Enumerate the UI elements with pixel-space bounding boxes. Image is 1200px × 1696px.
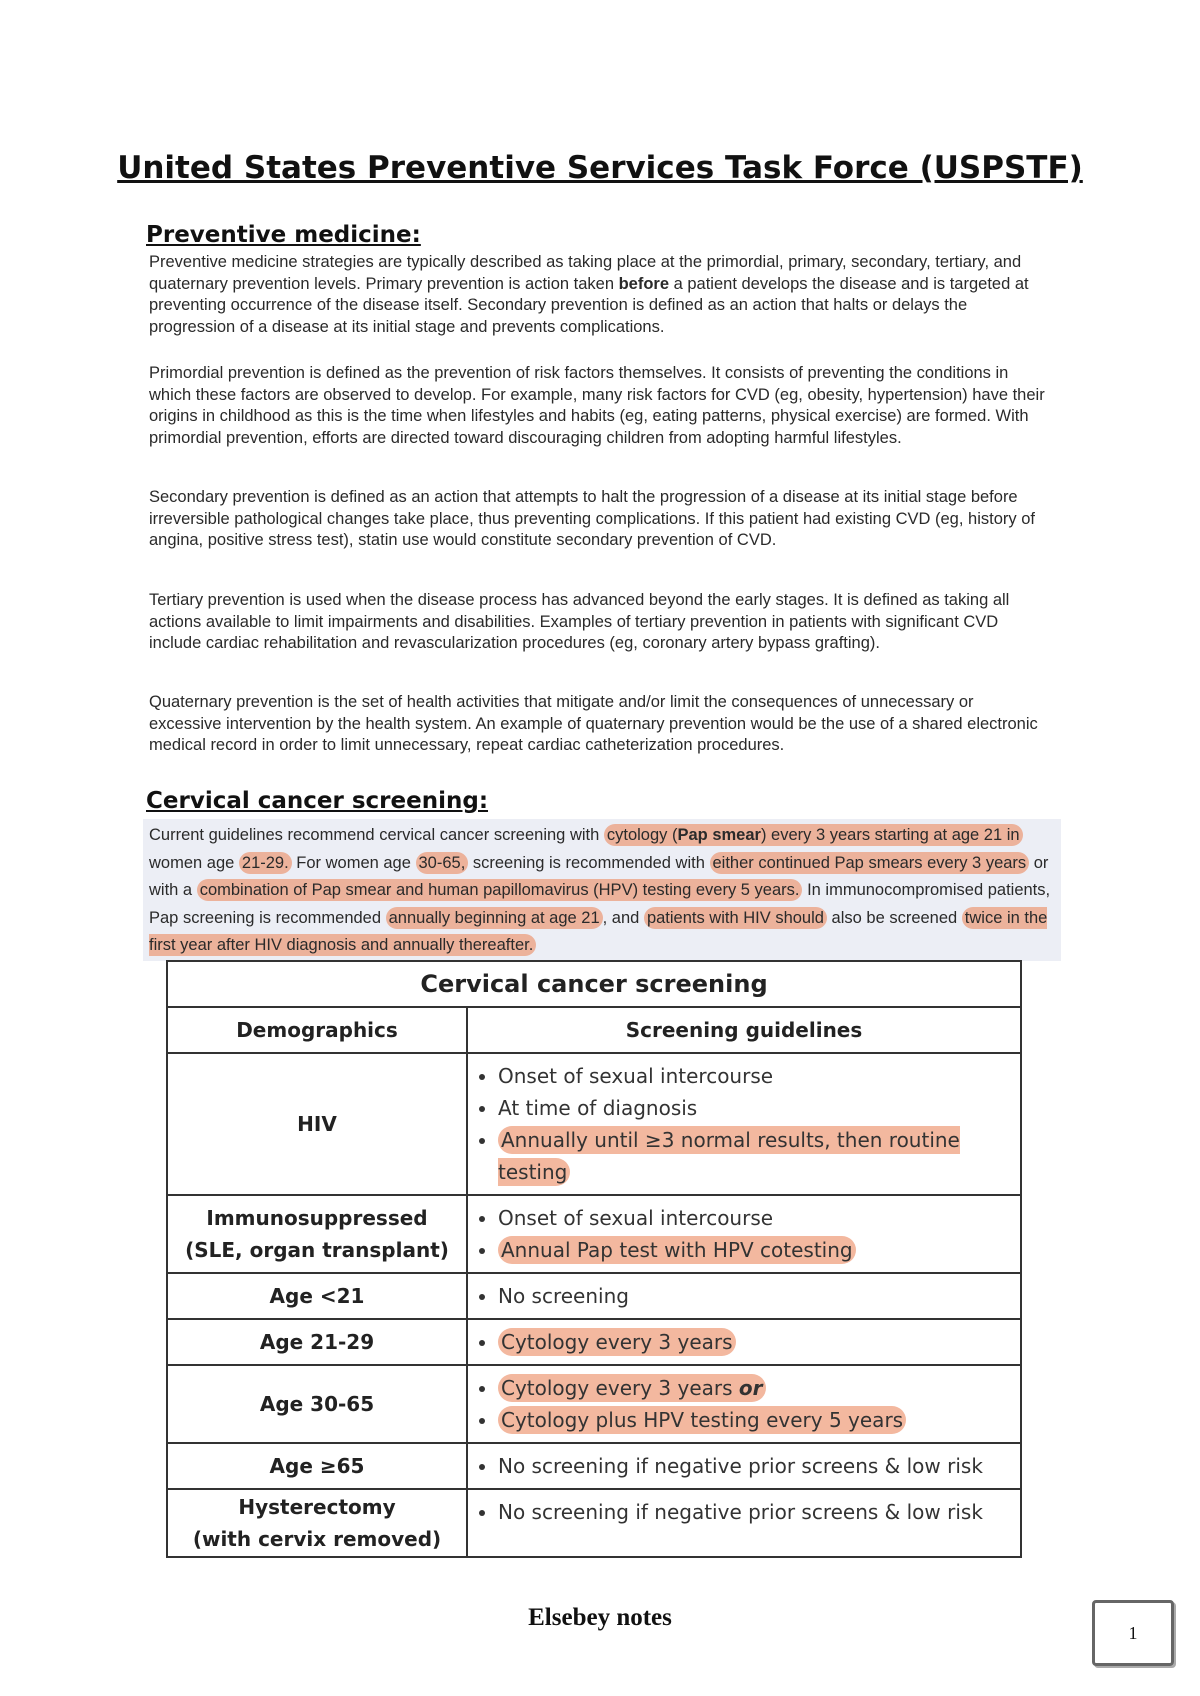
guideline-item: • Onset of sexual intercourse [498, 1202, 1020, 1234]
paragraph-tertiary: Tertiary prevention is used when the disease process has advanced beyond the early stages. It is defined as taking all actions available to limit impairments and disabilities. Examples of tertiary prevention in patients with significant CVD include cardiac rehabilitation and revascularization procedures (eg, coronary artery bypass grafting). [149, 591, 1010, 652]
demographic-cell: Immunosuppressed (SLE, organ transplant) [167, 1195, 467, 1273]
guideline-item: • At time of diagnosis [498, 1092, 1020, 1124]
guideline-item: • No screening if negative prior screens & low risk [498, 1496, 1020, 1528]
cervical-screening-table [166, 960, 1022, 1558]
table-row [167, 1489, 1021, 1557]
guideline-cell [467, 1365, 1021, 1443]
guideline-item [498, 1404, 1020, 1436]
guideline-item: • No screening if negative prior screens & low risk [498, 1450, 1020, 1482]
paragraph-secondary: Secondary prevention is defined as an action that attempts to halt the progression of a disease at its initial stage before irreversible pathological changes take place, thus preventing complications. If this patient had existing CVD (eg, history of angina, positive stress test), statin use would constitute secondary prevention of CVD. [149, 488, 1035, 549]
preventive-heading: Preventive medicine: [146, 222, 421, 248]
highlight: Annual Pap test with HPV cotesting [498, 1236, 856, 1264]
page-number: 1 [1092, 1600, 1174, 1666]
highlight: 30-65, [416, 852, 469, 874]
demographic-cell: HIV [167, 1053, 467, 1195]
highlight: combination of Pap smear and human papillomavirus (HPV) testing every 5 years. [197, 879, 803, 901]
demographic-cell: Age <21 [167, 1273, 467, 1319]
highlight: 21-29. [239, 852, 292, 874]
highlight: either continued Pap smears every 3 years [710, 852, 1030, 874]
page-title: United States Preventive Services Task Force (USPSTF) [117, 150, 1083, 186]
table-row [167, 1053, 1021, 1195]
column-header-demographics: Demographics [167, 1007, 467, 1053]
guideline-cell [467, 1319, 1021, 1365]
highlight: Annually until ≥3 normal results, then routine testing [498, 1128, 960, 1184]
table-row [167, 1365, 1021, 1443]
guideline-item [498, 1326, 1020, 1358]
guideline-item: • No screening [498, 1280, 1020, 1312]
demographic-cell: Age 30-65 [167, 1365, 467, 1443]
highlight: patients with HIV should [644, 907, 827, 929]
guideline-item [498, 1124, 1020, 1188]
table-row [167, 1273, 1021, 1319]
column-header-guidelines: Screening guidelines [467, 1007, 1021, 1053]
paragraph-quaternary: Quaternary prevention is the set of health activities that mitigate and/or limit the consequences of unnecessary or excessive intervention by the health system. An example of quaternary prevention would be the use of a shared electronic medical record in order to limit unnecessary, repeat cardiac catheterization procedures. [149, 693, 1038, 754]
guideline-cell [467, 1053, 1021, 1195]
guideline-cell [467, 1489, 1021, 1557]
highlight: cytology (Pap smear) every 3 years starting at age 21 in [604, 824, 1023, 846]
demographic-cell: Age ≥65 [167, 1443, 467, 1489]
demographic-cell: Hysterectomy (with cervix removed) [167, 1489, 467, 1557]
table-title: Cervical cancer screening [167, 961, 1021, 1007]
footer-note: Elsebey notes [528, 1604, 672, 1631]
table-row [167, 1195, 1021, 1273]
highlight: Cytology every 3 years or [498, 1374, 766, 1402]
guideline-cell [467, 1443, 1021, 1489]
table-row [167, 1319, 1021, 1365]
paragraph-primordial: Primordial prevention is defined as the prevention of risk factors themselves. It consists of preventing the conditions in which these factors are observed to develop. For example, many risk factors for CVD (eg, obesity, hypertension) have their origins in childhood as this is the time when lifestyles and habits (eg, eating patterns, physical exercise) are formed. With primordial prevention, efforts are directed toward discouraging children from adopting harmful lifestyles. [149, 364, 1045, 447]
highlight: Cytology every 3 years [498, 1328, 736, 1356]
guideline-cell [467, 1195, 1021, 1273]
guideline-item: • Onset of sexual intercourse [498, 1060, 1020, 1092]
paragraph-primary: Preventive medicine strategies are typically described as taking place at the primordial, primary, secondary, tertiary, and quaternary prevention levels. Primary prevention is action taken before a patient develops the disease and is targeted at preventing occurrence of the disease itself. Secondary prevention is defined as an action that halts or delays the progression of a disease at its initial stage and prevents complications. [149, 253, 1029, 336]
table-row [167, 1443, 1021, 1489]
highlight: annually beginning at age 21 [386, 907, 603, 929]
guideline-item [498, 1372, 1020, 1404]
cervical-heading: Cervical cancer screening: [146, 788, 489, 814]
guideline-cell [467, 1273, 1021, 1319]
guideline-item [498, 1234, 1020, 1266]
highlight: twice in the first year after HIV diagnosis and annually thereafter. [149, 908, 1048, 954]
demographic-cell: Age 21-29 [167, 1319, 467, 1365]
highlight: Cytology plus HPV testing every 5 years [498, 1406, 906, 1434]
cervical-summary-text: Current guidelines recommend cervical cancer screening with cytology (Pap smear) every 3 years starting at age 21 in women age 21-29. For women age 30-65, screening is recommended with either continued Pap smears every 3 years or with a combination of Pap smear and human papillomavirus (HPV) testing every 5 years. In immunocompromised patients, Pap screening is recommended annually beginning at age 21 , and patients with HIV should also be screened twice in the first year after HIV diagnosis and annually thereafter. [149, 826, 1051, 954]
